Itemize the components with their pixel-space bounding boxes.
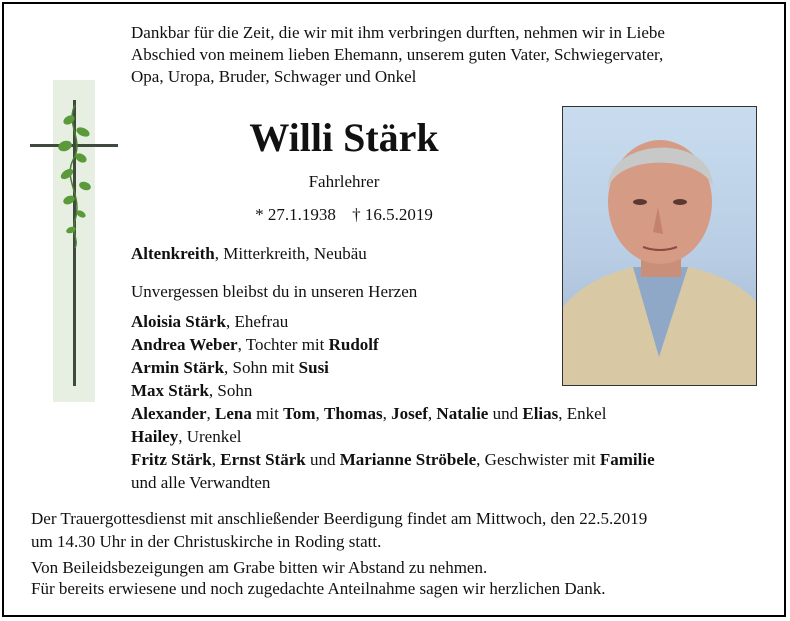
funeral-service-info (31, 507, 771, 553)
intro-line: Abschied von meinem lieben Ehemann, unserem guten Vater, Schwiegervater, (131, 45, 664, 64)
mourner-row: Hailey, Urenkel (131, 427, 242, 446)
occupation: Fahrlehrer (308, 172, 380, 191)
deceased-name: Willi Stärk (249, 115, 439, 160)
portrait-icon (563, 107, 756, 385)
place-others: , Mitterkreith, Neubäu (214, 244, 367, 263)
thanks-line: Für bereits erwiesene und noch zugedachte Anteilnahme sagen wir herzlichen Dank. (31, 579, 606, 598)
death-date: † 16.5.2019 (352, 205, 433, 224)
thanks-line: Von Beileidsbezeigungen am Grabe bitten wir Abstand zu nehmen. (31, 558, 488, 577)
thanks-text (31, 557, 771, 599)
intro-line: Opa, Uropa, Bruder, Schwager und Onkel (131, 67, 417, 86)
intro-line: Dankbar für die Zeit, die wir mit ihm verbringen durften, nehmen wir in Liebe (131, 23, 665, 42)
birth-date: * 27.1.1938 (255, 205, 336, 224)
service-line: um 14.30 Uhr in der Christuskirche in Roding statt. (31, 532, 382, 551)
service-line: Der Trauergottesdienst mit anschließender Beerdigung findet am Mittwoch, den 22.5.2019 (31, 509, 648, 528)
mourner-row: und alle Verwandten (131, 473, 271, 492)
places (131, 244, 367, 264)
life-dates (130, 205, 558, 225)
motto: Unvergessen bleibst du in unseren Herzen (131, 282, 418, 301)
mourner-row: Max Stärk, Sohn (131, 381, 253, 400)
mourner-row: Aloisia Stärk, Ehefrau (131, 312, 289, 331)
intro-text (131, 22, 771, 88)
ivy-vine-icon (45, 100, 105, 250)
mourner-row: Fritz Stärk, Ernst Stärk und Marianne Ströbele, Geschwister mit Familie (131, 450, 655, 469)
mourner-row: Alexander, Lena mit Tom, Thomas, Josef, Natalie und Elias, Enkel (131, 404, 607, 423)
place-main: Altenkreith (131, 244, 215, 263)
portrait-photo (562, 106, 757, 386)
mourner-row: Armin Stärk, Sohn mit Susi (131, 358, 329, 377)
mourner-row: Andrea Weber, Tochter mit Rudolf (131, 335, 379, 354)
